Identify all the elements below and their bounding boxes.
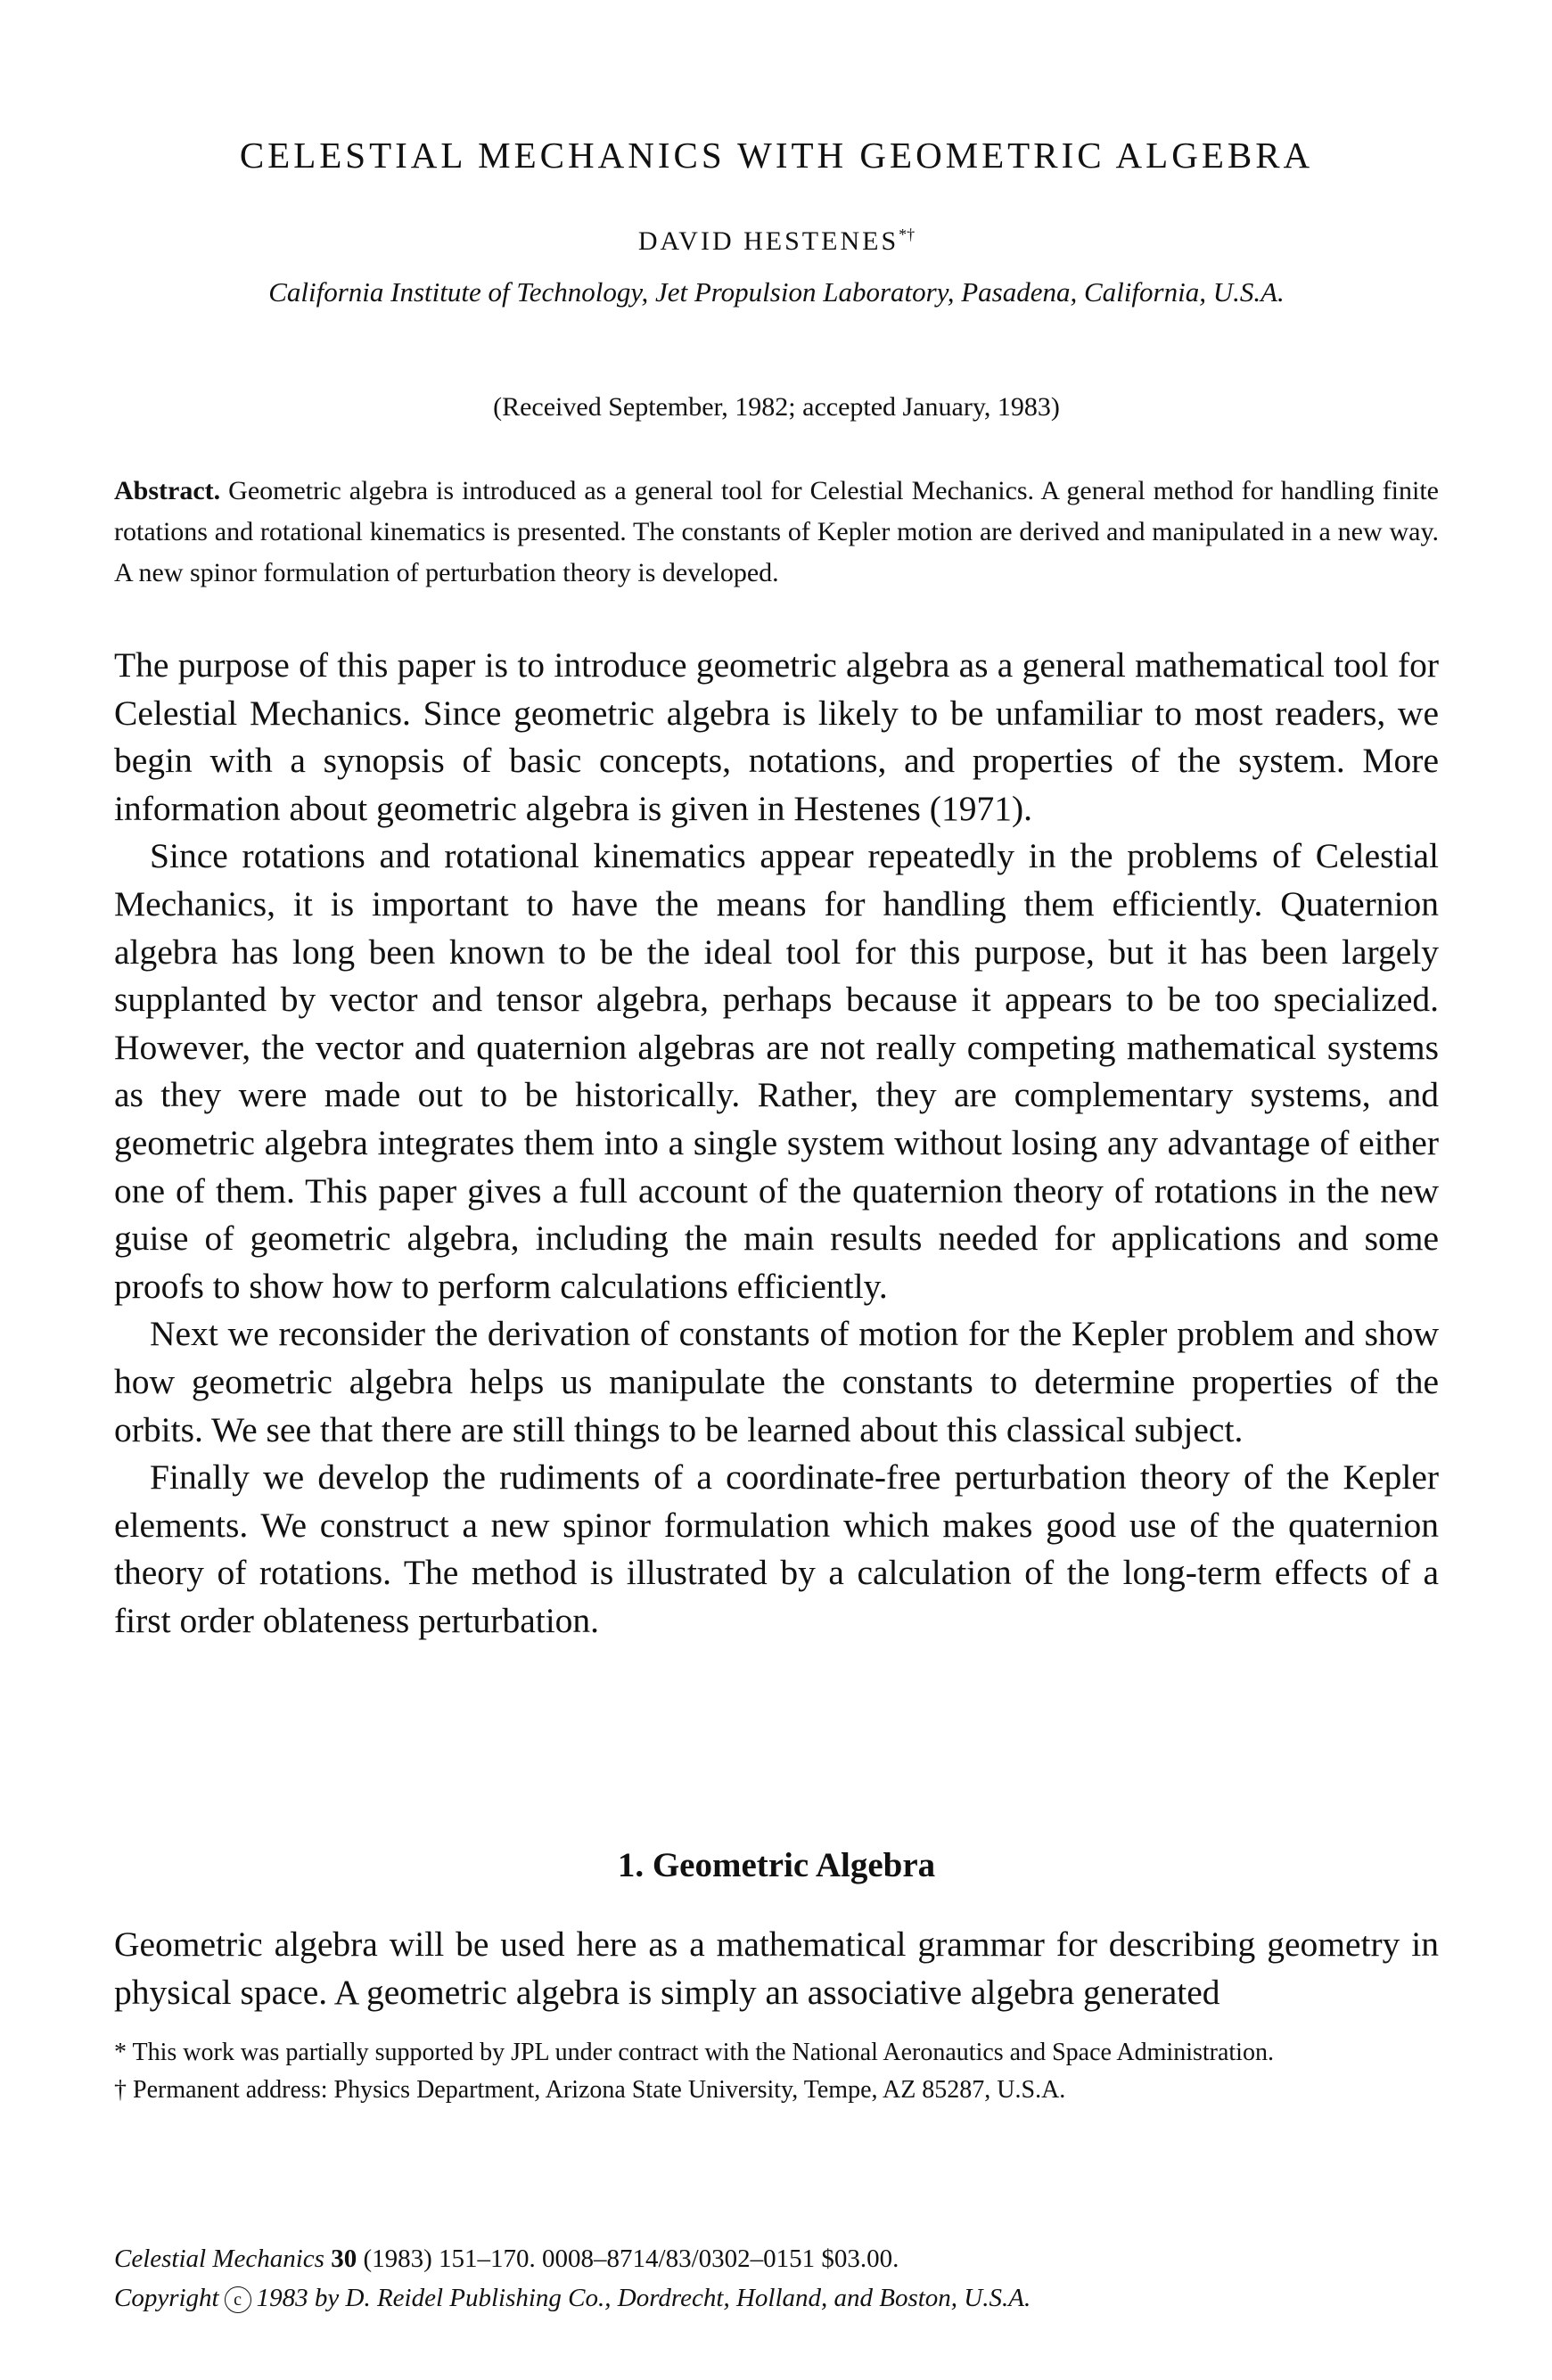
footnotes <box>114 2034 1439 2109</box>
journal-line <box>114 2239 1439 2278</box>
footnote-support: * This work was partially supported by JPL under contract with the National Aeronautics and Space Administration. <box>114 2039 1274 2066</box>
abstract-label: Abstract. <box>114 476 221 505</box>
journal-citation <box>114 2239 1439 2318</box>
journal-volume: 30 <box>331 2245 357 2273</box>
intro-paragraph-3: Next we reconsider the derivation of constants of motion for the Kepler problem and show how geometric algebra helps us manipulate the constants to determine properties of the orbits. We see that there are still things to be learned about this classical subject. <box>114 1314 1439 1449</box>
abstract <box>114 471 1439 594</box>
intro-paragraph-4: Finally we develop the rudiments of a coordinate-free perturbation theory of the Kepler elements. We construct a new spinor formulation which makes good use of the quaternion theory of rotations. The method is illustrated by a calculation of the long-term effects of a first order oblateness perturbation. <box>114 1457 1439 1640</box>
received-dates: (Received September, 1982; accepted January, 1983) <box>493 392 1060 422</box>
intro-paragraph-2: Since rotations and rotational kinematics appear repeatedly in the problems of Celestial Mechanics, it is important to have the means for handling them efficiently. Quaternion algebra has long been known to be the ideal tool for this purpose, but it has been largely supplanted by vector and tensor algebra, perhaps because it appears to be too specialized. However, the vector and quaternion algebras are not really competing mathematical systems as they were made out to be historically. Rather, they are complementary systems, and geometric algebra integrates them into a single system without losing any advantage of either one of them. This paper gives a full account of the quaternion theory of rotations in the new guise of geometric algebra, including the main results needed for applications and some proofs to show how to perform calculations efficiently. <box>114 836 1439 1306</box>
author-footnote-marks: *† <box>899 226 916 243</box>
copyright-word: Copyright <box>114 2284 219 2312</box>
journal-details: (1983) 151–170. 0008–8714/83/0302–0151 $03.00. <box>363 2245 899 2273</box>
affiliation: California Institute of Technology, Jet Propulsion Laboratory, Pasadena, California, U.S.A. <box>268 276 1285 308</box>
introduction-body <box>114 642 1439 1645</box>
copyright-text: 1983 by D. Reidel Publishing Co., Dordrecht, Holland, and Boston, U.S.A. <box>256 2284 1031 2312</box>
paper-page <box>114 0 1439 2380</box>
section-heading: 1. Geometric Algebra <box>617 1846 936 1884</box>
author-name: DAVID HESTENES <box>637 226 899 256</box>
abstract-text: Geometric algebra is introduced as a general tool for Celestial Mechanics. A general method for handling finite rotations and rotational kinematics is presented. The constants of Kepler motion are derived and manipulated in a new way. A new spinor formulation of perturbation theory is developed. <box>114 476 1439 587</box>
copyright-icon: c <box>225 2286 251 2313</box>
section-paragraph: Geometric algebra will be used here as a mathematical grammar for describing geometry in physical space. A geometric algebra is simply an associative algebra generated <box>114 1925 1439 2012</box>
copyright-line <box>114 2278 1439 2318</box>
paper-title: CELESTIAL MECHANICS WITH GEOMETRIC ALGEBRA <box>239 135 1314 176</box>
footnote-address: † Permanent address: Physics Department, Arizona State University, Tempe, AZ 85287, U.S.A. <box>114 2076 1066 2104</box>
intro-paragraph-1: The purpose of this paper is to introduce geometric algebra as a general mathematical tool for Celestial Mechanics. Since geometric algebra is likely to be unfamiliar to most readers, we begin with a synopsis of basic concepts, notations, and properties of the system. More information about geometric algebra is given in Hestenes (1971). <box>114 645 1439 828</box>
author-line <box>114 226 1439 257</box>
journal-name: Celestial Mechanics <box>114 2245 324 2273</box>
